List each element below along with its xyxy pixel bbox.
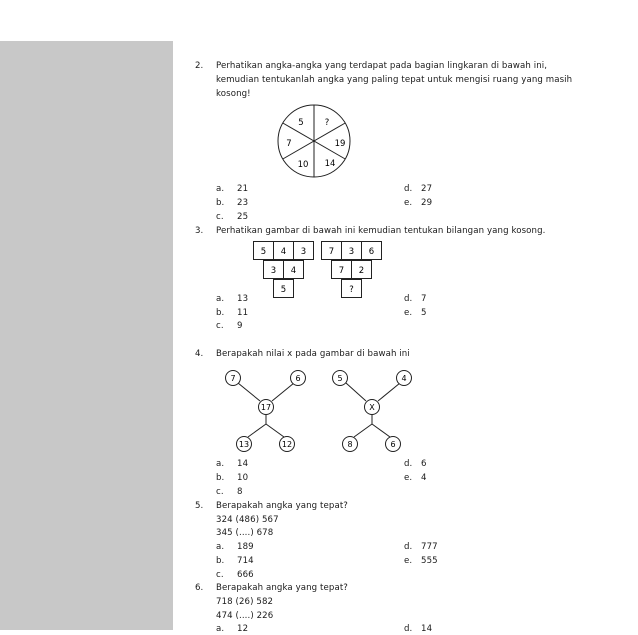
- node-value: 6: [390, 440, 396, 449]
- circle-segment-value: 10: [297, 160, 309, 170]
- option-value: 555: [421, 556, 438, 566]
- circle-segment-value: 5: [298, 118, 304, 128]
- circle-segment-value: 7: [286, 139, 292, 149]
- node-value: 13: [238, 440, 250, 449]
- option-key: c.: [216, 212, 224, 222]
- node-value: 17: [260, 403, 272, 412]
- pyramid-boxes-figure: [252, 240, 384, 302]
- option-key: d.: [404, 459, 413, 469]
- question-6-sequence-1: 718 (26) 582: [216, 597, 274, 607]
- option-value: 14: [237, 459, 249, 469]
- box-value: ?: [349, 285, 354, 295]
- option-value: 6: [421, 459, 427, 469]
- number-circle-figure: [276, 103, 352, 179]
- question-3-text: Perhatikan gambar di bawah ini kemudian tentukan bilangan yang kosong.: [216, 226, 546, 236]
- node-value: 8: [347, 440, 353, 449]
- question-2-text-line-3: kosong!: [216, 89, 251, 99]
- option-value: 189: [237, 542, 254, 552]
- option-value: 25: [237, 212, 249, 222]
- option-key: c.: [216, 321, 224, 331]
- circle-segment-value: 14: [324, 159, 336, 169]
- option-value: 12: [237, 624, 249, 634]
- node-value: 12: [281, 440, 293, 449]
- option-value: 4: [421, 473, 427, 483]
- option-value: 14: [421, 624, 433, 634]
- option-value: 714: [237, 556, 254, 566]
- option-key: d.: [404, 294, 413, 304]
- question-5-number: 5.: [195, 501, 204, 511]
- option-key: a.: [216, 542, 225, 552]
- node-tree-figure: [220, 367, 420, 457]
- option-key: d.: [404, 184, 413, 194]
- circle-segment-value: ?: [324, 118, 330, 128]
- question-6-text: Berapakah angka yang tepat?: [216, 583, 348, 593]
- option-value: 666: [237, 570, 254, 580]
- option-key: b.: [216, 473, 225, 483]
- option-key: a.: [216, 294, 225, 304]
- option-value: 10: [237, 473, 249, 483]
- option-key: a.: [216, 459, 225, 469]
- question-6-number: 6.: [195, 583, 204, 593]
- option-value: 21: [237, 184, 249, 194]
- question-3-number: 3.: [195, 226, 204, 236]
- option-value: 5: [421, 308, 427, 318]
- option-value: 7: [421, 294, 427, 304]
- box-value: 4: [290, 266, 297, 276]
- option-key: d.: [404, 624, 413, 634]
- option-key: e.: [404, 198, 413, 208]
- question-2-text-line-1: Perhatikan angka-angka yang terdapat pada bagian lingkaran di bawah ini,: [216, 61, 548, 71]
- box-value: 6: [368, 247, 375, 257]
- option-key: b.: [216, 198, 225, 208]
- node-value: 4: [401, 374, 407, 383]
- option-value: 9: [237, 321, 243, 331]
- option-key: e.: [404, 308, 413, 318]
- node-value: X: [369, 403, 375, 412]
- question-4-text: Berapakah nilai x pada gambar di bawah ini: [216, 349, 410, 359]
- box-value: 5: [260, 247, 267, 257]
- option-value: 13: [237, 294, 249, 304]
- option-key: e.: [404, 556, 413, 566]
- box-value: 5: [280, 285, 287, 295]
- option-value: 11: [237, 308, 249, 318]
- option-key: c.: [216, 570, 224, 580]
- question-5-text: Berapakah angka yang tepat?: [216, 501, 348, 511]
- question-2-number: 2.: [195, 61, 204, 71]
- question-4-number: 4.: [195, 349, 204, 359]
- option-key: e.: [404, 473, 413, 483]
- option-key: a.: [216, 184, 225, 194]
- circle-segment-value: 19: [334, 139, 346, 149]
- option-value: 23: [237, 198, 249, 208]
- option-key: b.: [216, 556, 225, 566]
- node-value: 5: [337, 374, 343, 383]
- option-value: 29: [421, 198, 433, 208]
- option-value: 777: [421, 542, 438, 552]
- box-value: 7: [338, 266, 345, 276]
- box-value: 2: [358, 266, 365, 276]
- question-5-sequence-1: 324 (486) 567: [216, 515, 279, 525]
- question-2-text-line-2: kemudian tentukanlah angka yang paling tepat untuk mengisi ruang yang masih: [216, 75, 573, 85]
- question-6-sequence-2: 474 (....) 226: [216, 611, 274, 621]
- question-5-sequence-2: 345 (....) 678: [216, 528, 274, 538]
- option-key: d.: [404, 542, 413, 552]
- box-value: 3: [300, 247, 307, 257]
- option-value: 8: [237, 487, 243, 497]
- gray-side-panel: [0, 41, 173, 630]
- node-value: 6: [295, 374, 301, 383]
- box-value: 3: [348, 247, 355, 257]
- option-key: a.: [216, 624, 225, 634]
- option-key: c.: [216, 487, 224, 497]
- node-value: 7: [230, 374, 236, 383]
- option-key: b.: [216, 308, 225, 318]
- box-value: 3: [270, 266, 277, 276]
- box-value: 7: [328, 247, 335, 257]
- option-value: 27: [421, 184, 433, 194]
- box-value: 4: [280, 247, 287, 257]
